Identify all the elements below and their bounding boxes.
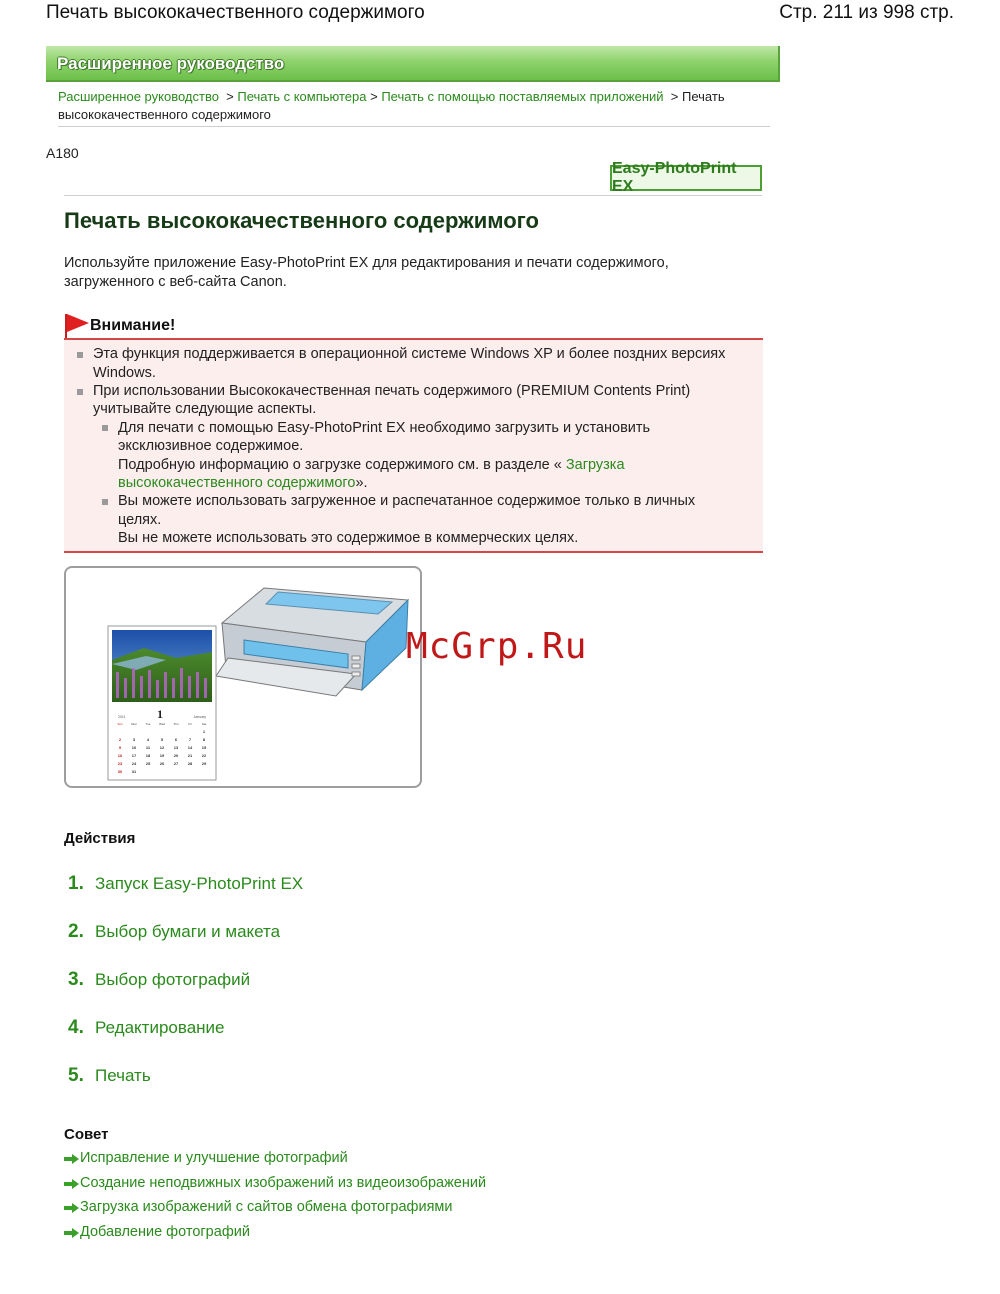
warning-text: [118, 456, 625, 474]
warning-text: Вы можете использовать загруженное и распечатанное содержимое только в личных: [118, 493, 696, 509]
tip-link[interactable]: Загрузка изображений с сайтов обмена фотографиями: [80, 1199, 453, 1215]
calendar-day: 5: [160, 737, 164, 742]
intro-text: [64, 254, 754, 292]
warning-text: Вы не можете использовать это содержимое в коммерческих целях.: [118, 530, 579, 546]
calendar-day: 25: [145, 761, 151, 766]
calendar-day: 16: [117, 753, 123, 758]
step-link[interactable]: Выбор бумаги и макета: [95, 922, 281, 941]
calendar-day: 22: [201, 753, 207, 758]
warning-text: целях.: [118, 512, 162, 528]
calendar-year: 2011: [118, 715, 126, 719]
calendar-day: 3: [132, 737, 136, 742]
step-link[interactable]: Запуск Easy-PhotoPrint EX: [95, 874, 304, 893]
calendar-weekday: Thu: [173, 722, 179, 726]
calendar-day: 18: [145, 753, 151, 758]
step-link[interactable]: Выбор фотографий: [95, 970, 251, 989]
warning-text: Windows.: [93, 365, 156, 381]
warning-text: Для печати с помощью Easy-PhotoPrint EX необходимо загрузить и установить: [118, 420, 651, 436]
breadcrumb-link-advanced-guide[interactable]: Расширенное руководство: [58, 89, 219, 104]
step-number: 5.: [68, 1065, 84, 1086]
tips-heading: Совет: [64, 1126, 109, 1143]
warning-text: Эта функция поддерживается в операционной системе Windows XP и более поздних версиях: [93, 346, 726, 362]
calendar-day: 11: [145, 745, 151, 750]
tip-link[interactable]: Создание неподвижных изображений из видеоизображений: [80, 1175, 487, 1191]
bullet-icon: [77, 352, 83, 358]
document-title: Печать высококачественного содержимого: [46, 2, 425, 23]
calendar-day: 17: [131, 753, 137, 758]
divider: [64, 195, 762, 196]
calendar-day: 4: [146, 737, 150, 742]
calendar-month-name: January: [193, 715, 206, 719]
tip-link[interactable]: Добавление фотографий: [80, 1224, 250, 1240]
calendar-weekday: Fri: [188, 722, 192, 726]
calendar-day: 9: [118, 745, 122, 750]
model-code: A180: [46, 145, 79, 161]
calendar-day: 31: [131, 769, 137, 774]
intro-line: Используйте приложение Easy-PhotoPrint EX для редактирования и печати содержимого,: [64, 255, 669, 271]
step-number: 4.: [68, 1017, 84, 1038]
calendar-day: 7: [188, 737, 192, 742]
calendar-day: 10: [131, 745, 137, 750]
calendar-weekday: Mon: [131, 722, 137, 726]
page-number: Стр. 211 из 998 стр.: [779, 2, 954, 23]
breadcrumb-link-print-from-computer[interactable]: Печать с компьютера: [237, 89, 367, 104]
illustration-frame: [64, 566, 422, 788]
green-arrow-icon: [64, 1154, 79, 1164]
calendar-day: 13: [173, 745, 179, 750]
calendar-day: 14: [187, 745, 193, 750]
breadcrumb-link-bundled-apps[interactable]: Печать с помощью поставляемых приложений: [381, 89, 664, 104]
calendar-weekday: Tue: [145, 722, 151, 726]
printer-calendar-illustration: [66, 568, 420, 786]
warning-text: [118, 474, 368, 492]
warning-text: ».: [355, 475, 368, 491]
bullet-icon: [77, 389, 83, 395]
section-banner: [46, 46, 780, 82]
bullet-icon: [102, 425, 108, 431]
app-logo-text: Easy-PhotoPrint EX: [612, 160, 737, 195]
calendar-day: 1: [202, 729, 206, 734]
step-link[interactable]: Печать: [95, 1066, 151, 1085]
warning-text: При использовании Высококачественная печать содержимого (PREMIUM Contents Print): [93, 383, 691, 399]
step-number: 1.: [68, 873, 84, 894]
calendar-weekday: Sun: [117, 722, 123, 726]
green-arrow-icon: [64, 1203, 79, 1213]
breadcrumb-separator: >: [370, 89, 378, 104]
green-arrow-icon: [64, 1228, 79, 1238]
calendar-day: 28: [187, 761, 193, 766]
calendar-day: 26: [159, 761, 165, 766]
download-content-link[interactable]: Загрузка: [565, 457, 625, 473]
calendar-weekday: Sat: [201, 722, 207, 726]
watermark-text: McGrp.Ru: [406, 626, 588, 667]
step-number: 3.: [68, 969, 84, 990]
calendar-day: 12: [159, 745, 165, 750]
calendar-day: 23: [117, 761, 123, 766]
step-link[interactable]: Редактирование: [95, 1018, 225, 1037]
calendar-day: 20: [173, 753, 179, 758]
page-heading: Печать высококачественного содержимого: [64, 208, 539, 233]
app-logo: [610, 160, 762, 195]
green-arrow-icon: [64, 1179, 79, 1189]
step-number: 2.: [68, 921, 84, 942]
breadcrumb-separator: >: [226, 89, 234, 104]
calendar-day: 19: [159, 753, 165, 758]
printer-icon: [216, 588, 408, 696]
divider: [58, 126, 770, 127]
calendar-weekday: Wed: [158, 722, 166, 726]
calendar-day: 27: [173, 761, 179, 766]
tip-link[interactable]: Исправление и улучшение фотографий: [80, 1150, 348, 1166]
warning-text: Подробную информацию о загрузке содержимого см. в разделе «: [118, 457, 562, 473]
actions-heading: Действия: [64, 830, 136, 847]
warning-title: Внимание!: [90, 317, 176, 334]
breadcrumb-separator: >: [670, 89, 679, 104]
warning-text: учитывайте следующие аспекты.: [93, 401, 317, 417]
intro-line: загруженного с веб-сайта Canon.: [64, 274, 287, 290]
red-flag-icon: [64, 313, 90, 339]
bullet-icon: [102, 499, 108, 505]
calendar-month-number: 1: [157, 707, 163, 721]
warning-text: эксклюзивное содержимое.: [118, 438, 304, 454]
calendar-icon: [108, 626, 216, 780]
calendar-day: 15: [201, 745, 207, 750]
breadcrumb: [58, 88, 770, 124]
calendar-day: 21: [187, 753, 193, 758]
calendar-day: 24: [131, 761, 137, 766]
calendar-day: 29: [201, 761, 207, 766]
breadcrumb-current: Печать высококачественного содержимого: [58, 89, 725, 122]
warning-box: [64, 338, 763, 553]
calendar-day: 30: [117, 769, 123, 774]
banner-title: Расширенное руководство: [57, 54, 285, 73]
calendar-day: 8: [202, 737, 206, 742]
calendar-day: 2: [118, 737, 122, 742]
calendar-day: 6: [174, 737, 178, 742]
download-content-link[interactable]: высококачественного содержимого: [118, 475, 356, 491]
